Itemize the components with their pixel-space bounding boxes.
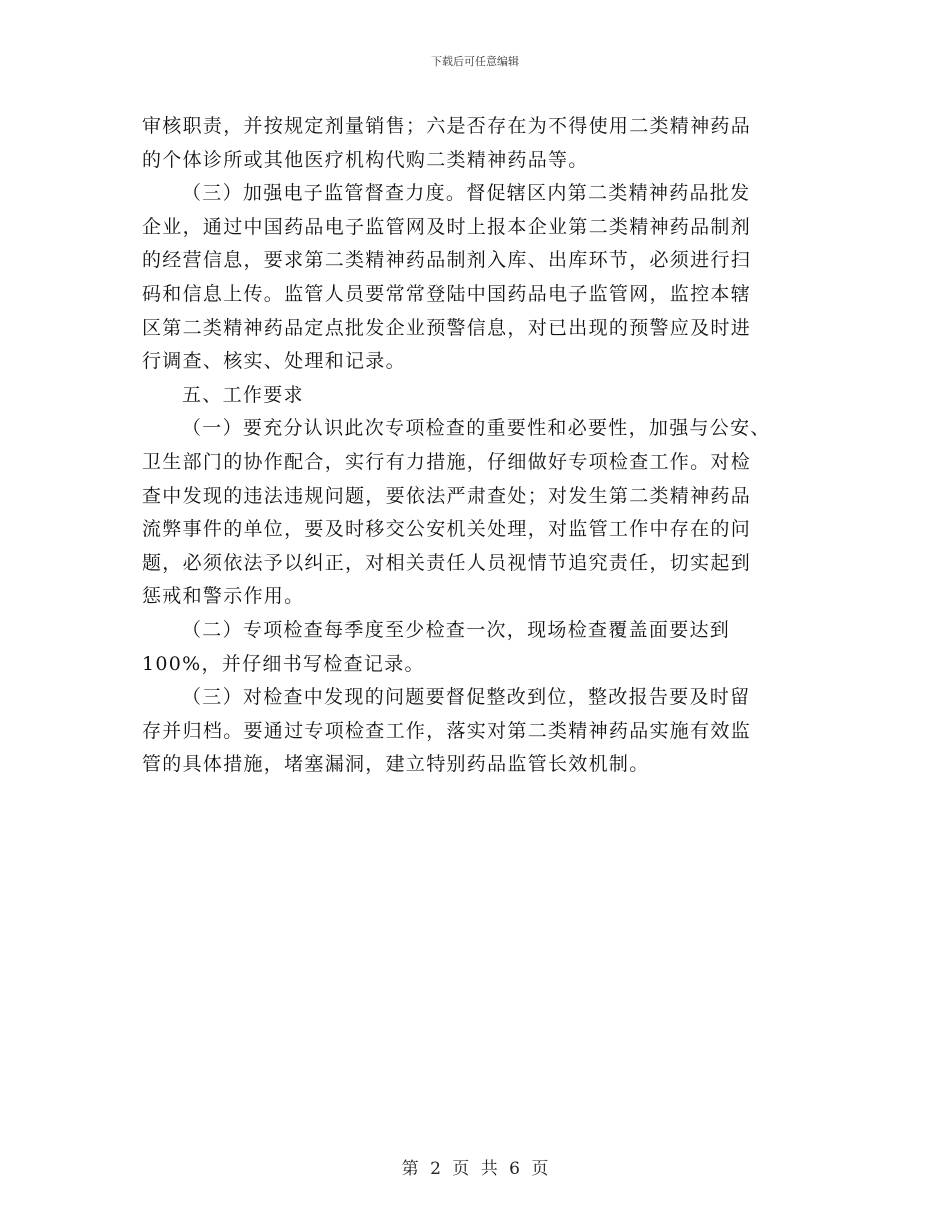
footer-prefix: 第 [401,1159,419,1179]
body-line-8: 行调查、核实、处理和记录。 [142,350,406,373]
footer-total-pages: 6 [509,1159,520,1179]
body-line-17: 100%，并仔细书写检查记录。 [142,652,425,675]
body-line-6: 码和信息上传。监管人员要常常登陆中国药品电子监管网，监控本辖 [142,282,752,305]
body-line-2: 的个体诊所或其他医疗机构代购二类精神药品等。 [142,148,589,171]
body-line-15: 惩戒和警示作用。 [142,585,305,608]
body-line-5: 的经营信息，要求第二类精神药品制剂入库、出库环节，必须进行扫 [142,249,752,272]
body-line-18: （三）对检查中发现的问题要督促整改到位，整改报告要及时留 [182,686,751,709]
page-footer [0,1154,950,1179]
body-line-4: 企业，通过中国药品电子监管网及时上报本企业第二类精神药品制剂 [142,215,752,238]
body-line-1: 审核职责，并按规定剂量销售；六是否存在为不得使用二类精神药品 [142,115,752,137]
body-line-10: （一）要充分认识此次专项检查的重要性和必要性，加强与公安、 [182,417,771,440]
section-heading: 五、工作要求 [182,383,304,406]
body-line-20: 管的具体措施，堵塞漏洞，建立特别药品监管长效机制。 [142,753,650,776]
document-body [142,110,812,782]
footer-page-word: 页 [452,1159,470,1179]
body-line-13: 流弊事件的单位，要及时移交公安机关处理，对监管工作中存在的问 [142,518,752,541]
body-line-3: （三）加强电子监管督查力度。督促辖区内第二类精神药品批发 [182,182,751,205]
body-line-19: 存并归档。要通过专项检查工作，落实对第二类精神药品实施有效监 [142,719,752,742]
body-line-7: 区第二类精神药品定点批发企业预警信息，对已出现的预警应及时进 [142,316,752,339]
body-line-11: 卫生部门的协作配合，实行有力措施，仔细做好专项检查工作。对检 [142,450,752,473]
body-line-12: 查中发现的违法违规问题，要依法严肃查处；对发生第二类精神药品 [142,484,752,507]
footer-suffix: 页 [531,1159,549,1179]
page-header: 下载后可任意编辑 [431,55,519,68]
footer-total-word: 共 [480,1159,498,1179]
body-line-16: （二）专项检查每季度至少检查一次，现场检查覆盖面要达到 [182,618,731,641]
footer-current-page: 2 [430,1159,441,1179]
body-line-14: 题，必须依法予以纠正，对相关责任人员视情节追究责任，切实起到 [142,551,752,574]
